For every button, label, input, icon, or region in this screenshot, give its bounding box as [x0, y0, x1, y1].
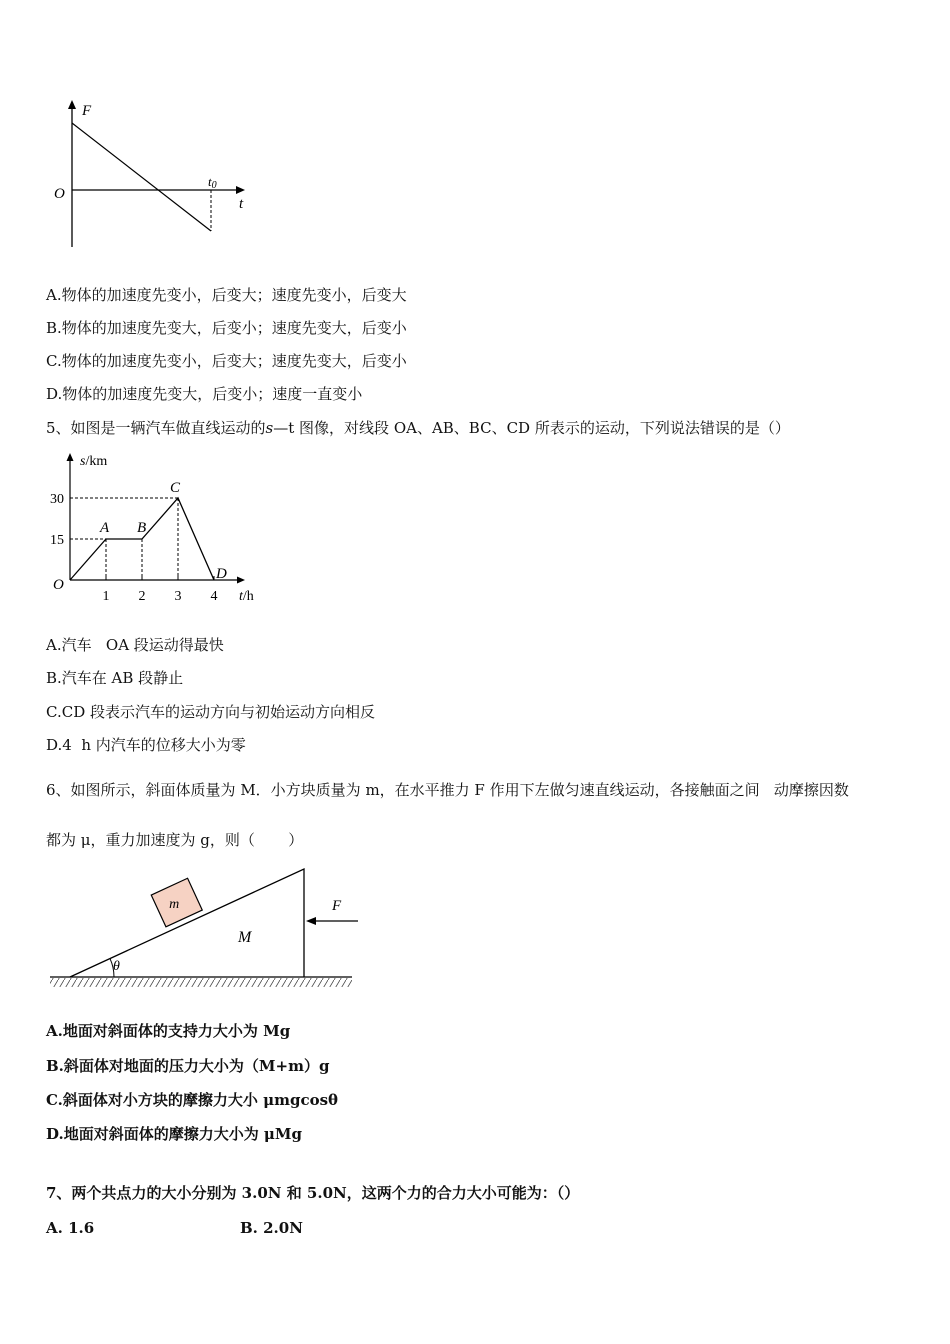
- point-label-B: B: [137, 520, 147, 536]
- q4-option-c: C.物体的加速度先变小，后变大；速度先变大，后变小: [46, 352, 407, 370]
- f-axis-arrow-icon: [68, 100, 76, 109]
- t-axis-label: t/h: [239, 589, 254, 604]
- ground-hatching: [50, 978, 352, 987]
- x-tick-label: 4: [210, 589, 218, 604]
- block-label: m: [169, 897, 180, 913]
- y-tick-label: 30: [50, 492, 64, 507]
- q5-option-d: D.4 h 内汽车的位移大小为零: [46, 736, 246, 754]
- q6-option-a: A.地面对斜面体的支持力大小为 Mg: [46, 1022, 291, 1040]
- q4-option-b: B.物体的加速度先变大，后变小；速度先变大，后变小: [46, 319, 407, 337]
- t-axis-arrow-icon: [236, 186, 245, 194]
- incline-figure: [40, 860, 370, 995]
- force-arrow-icon: [306, 917, 316, 925]
- q7-option-b: B. 2.0N: [240, 1219, 303, 1237]
- force-label: F: [332, 898, 342, 914]
- q6-option-c: C.斜面体对小方块的摩擦力大小 μmgcosθ: [46, 1091, 339, 1109]
- q4-option-a: A.物体的加速度先变小，后变大；速度先变小，后变大: [46, 286, 407, 304]
- chart-origin-label: O: [53, 577, 64, 593]
- q7-option-a: A. 1.6: [46, 1219, 95, 1237]
- force-line: [72, 123, 211, 231]
- wedge-label: M: [238, 929, 252, 946]
- q6-option-d: D.地面对斜面体的摩擦力大小为 μMg: [46, 1125, 302, 1143]
- x-tick-label: 1: [102, 589, 110, 604]
- point-label-A: A: [100, 520, 110, 536]
- s-axis-label: s/km: [80, 454, 108, 469]
- point-label-D: D: [216, 566, 227, 582]
- q5-stem: 5、如图是一辆汽车做直线运动的s—t 图像，对线段 OA、AB、BC、CD 所表示的运动，下列说法错误的是（）: [46, 419, 790, 437]
- t-axis-arrow-icon: [237, 577, 245, 584]
- s-t-chart: [40, 448, 280, 608]
- q4-option-d: D.物体的加速度先变大，后变小；速度一直变小: [46, 385, 363, 403]
- force-time-figure: [40, 95, 270, 255]
- angle-label: θ: [113, 959, 120, 974]
- q6-option-b: B.斜面体对地面的压力大小为（M+m）g: [46, 1057, 330, 1075]
- t-axis-label: t: [239, 196, 244, 212]
- s-axis-arrow-icon: [67, 453, 74, 461]
- y-tick-label: 15: [50, 533, 64, 548]
- t0-label: t0: [208, 174, 217, 191]
- x-tick-label: 2: [138, 589, 146, 604]
- f-axis-label: F: [82, 103, 92, 119]
- origin-label: O: [54, 186, 65, 202]
- q5-option-c: C.CD 段表示汽车的运动方向与初始运动方向相反: [46, 703, 375, 721]
- q5-option-a: A.汽车 OA 段运动得最快: [46, 636, 224, 654]
- q7-stem: 7、两个共点力的大小分别为 3.0N 和 5.0N，这两个力的合力大小可能为：（）: [46, 1184, 580, 1202]
- q5-option-b: B.汽车在 AB 段静止: [46, 669, 184, 687]
- q6-stem-line1: 6、如图所示，斜面体质量为 M．小方块质量为 m，在水平推力 F 作用下左做匀速直线运动，各接触面之间 动摩擦因数: [46, 781, 849, 799]
- point-label-C: C: [170, 480, 181, 496]
- q6-stem-line2: 都为 μ，重力加速度为 g，则（ ）: [46, 831, 304, 849]
- x-tick-label: 3: [174, 589, 182, 604]
